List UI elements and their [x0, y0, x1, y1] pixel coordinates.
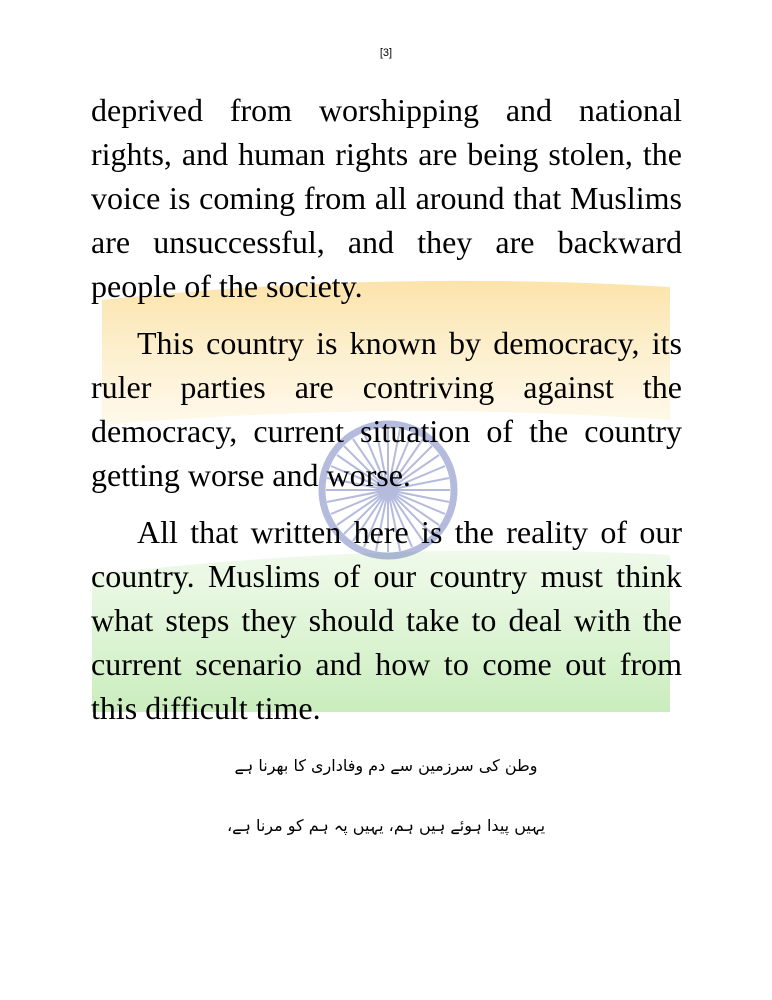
paragraph-3: All that written here is the reality of our country. Muslims of our country must think what steps they should take to deal with the current scenario and how to come out from this difficult time.	[91, 514, 682, 726]
body-text	[91, 88, 682, 743]
paragraph-1: deprived from worshipping and national rights, and human rights are being stolen, the voice is coming from all around that Muslims are unsuccessful, and they are backward people of the society.	[91, 92, 682, 304]
urdu-couplet-line-1: وطن کی سرزمین سے دم وفاداری کا بھرنا ہے	[234, 756, 538, 775]
urdu-couplet-line-2: یہیں پیدا ہوئے ہیں ہم، یہیں پہ ہم کو مرنا ہے،	[226, 816, 546, 835]
page-number: [3]	[379, 47, 393, 59]
paragraph-2: This country is known by democracy, its ruler parties are contriving against the democracy, current situation of the country getting worse and worse.	[91, 325, 682, 493]
